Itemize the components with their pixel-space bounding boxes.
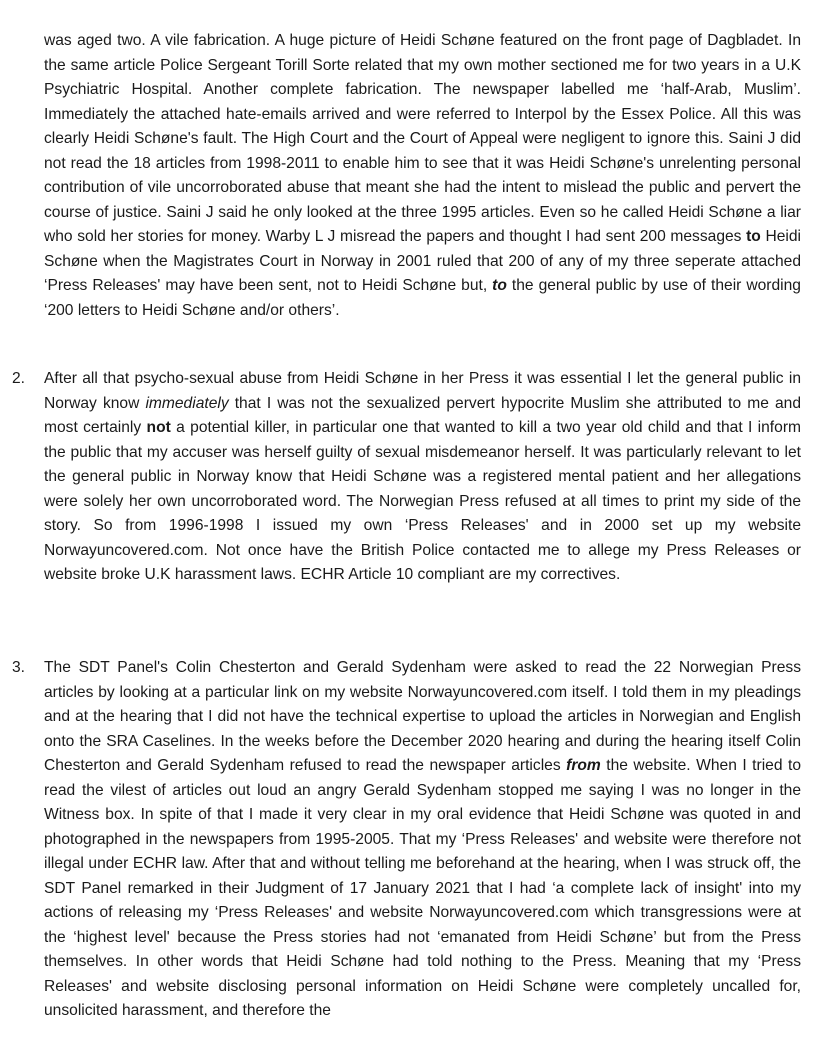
paragraph-1-emphasis-to: to [746, 228, 761, 245]
paragraph-2-number: 2. [12, 370, 26, 387]
paragraph-2-text: After all that psycho-sexual abuse from Heidi Schøne in her Press it was essential I let the general public in Norway know [44, 370, 801, 412]
paragraph-1-text: the general public by use of their wording ‘200 letters to Heidi Schøne and/or others’. [44, 277, 801, 319]
paragraph-2-emphasis-immediately: immediately [145, 394, 229, 412]
paragraph-1-text: was aged two. A vile fabrication. A huge picture of Heidi Schøne featured on the front page of Dagbladet. In the same article Police Sergeant Torill Sorte related that my own mother sectioned me for two years in a U.K Psychiatric Hospital. Another complete fabrication. The newspaper labelled me ‘half-Arab, Muslim’. Immediately the attached hate-emails arrived and were referred to Interpol by the Essex Police. All this was clearly Heidi Schøne's fault. The High Court and the Court of Appeal were negligent to ignore this. Saini J did not read the 18 articles from 1998-2011 to enable him to see that it was Heidi Schøne's unrelenting personal contribution of vile uncorroborated abuse that meant she had the intent to mislead the public and pervert the course of justice. Saini J said he only looked at the three 1995 articles. Even so he called Heidi Schøne a liar who sold her stories for money. Warby L J misread the papers and thought I had sent 200 messages [44, 32, 801, 245]
paragraph-1-emphasis-to: to [492, 277, 507, 294]
paragraph-2-text: that I was not the sexualized pervert hypocrite Muslim she attributed to me and most certainly [44, 394, 801, 436]
paragraph-3-text: the website. When I tried to read the vilest of articles out loud an angry Gerald Sydenham stopped me saying I was no longer in the Witness box. In spite of that I made it very clear in my oral evidence that Heidi Schøne was quoted in and photographed in the newspapers from 1995-2005. That my ‘Press Releases' and website were therefore not illegal under ECHR law. After that and without telling me beforehand at the hearing, when I was struck off, the SDT Panel remarked in their Judgment of 17 January 2021 that I had ‘a complete lack of insight' into my actions of releasing my ‘Press Releases' and website Norwayuncovered.com which transgressions were at the ‘highest level' because the Press stories had not ‘emanated from Heidi Schøne’ but from the Press themselves. In other words that Heidi Schøne had told nothing to the Press. Meaning that my ‘Press Releases' and website disclosing personal information on Heidi Schøne were completely uncalled for, unsolicited harassment, and therefore the [44, 757, 801, 1019]
paragraph-2 [44, 367, 801, 588]
paragraph-3 [44, 656, 801, 1024]
paragraph-1 [44, 29, 801, 323]
paragraph-3-text: The SDT Panel's Colin Chesterton and Gerald Sydenham were asked to read the 22 Norwegian Press articles by looking at a particular link on my website Norwayuncovered.com itself. I told them in my pleadings and at the hearing that I did not have the technical expertise to upload the articles in Norwegian and English onto the SRA Caselines. In the weeks before the December 2020 hearing and during the hearing itself Colin Chesterton and Gerald Sydenham refused to read the newspaper articles [44, 659, 801, 774]
paragraph-2-emphasis-not: not [146, 419, 171, 436]
paragraph-1-text: Heidi Schøne when the Magistrates Court in Norway in 2001 ruled that 200 of any of my three seperate attached ‘Press Releases' may have been sent, not to Heidi Schøne but, [44, 228, 802, 294]
paragraph-3-emphasis-from: from [566, 757, 601, 774]
paragraph-3-number: 3. [12, 659, 26, 676]
paragraph-2-text: a potential killer, in particular one that wanted to kill a two year old child and that I inform the public that my accuser was herself guilty of sexual misdemeanor herself. It was particularly relevant to let the general public in Norway know that Heidi Schøne was a registered mental patient and her allegations were solely her own uncorroborated word. The Norwegian Press refused at all times to print my side of the story. So from 1996-1998 I issued my own ‘Press Releases' and in 2000 set up my website Norwayuncovered.com. Not once have the British Police contacted me to allege my Press Releases or website broke U.K harassment laws. ECHR Article 10 compliant are my correctives. [44, 419, 801, 583]
